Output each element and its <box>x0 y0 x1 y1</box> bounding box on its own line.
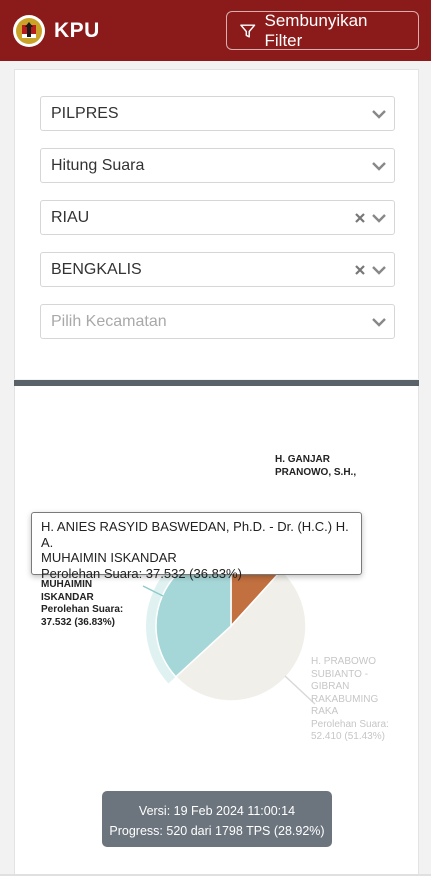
progress-text: Progress: 520 dari 1798 TPS (28.92%) <box>109 824 325 838</box>
anies-label-line: 37.532 (36.83%) <box>41 616 115 628</box>
anies-label-line: ISKANDAR <box>41 591 94 603</box>
chart-tooltip <box>31 512 362 581</box>
election-type-select[interactable] <box>40 96 395 131</box>
tooltip-name-line: MUHAIMIN ISKANDAR <box>41 550 177 565</box>
count-type-select[interactable] <box>40 148 395 183</box>
version-text: Versi: 19 Feb 2024 11:00:14 <box>138 804 296 818</box>
district-select[interactable] <box>40 304 395 339</box>
app-brand[interactable]: KPU <box>54 18 100 42</box>
ganjar-label-line: PRANOWO, S.H., <box>275 466 357 478</box>
anies-label <box>41 579 123 629</box>
anies-label-line: MUHAIMIN <box>41 579 93 590</box>
prabowo-label-line: RAKA <box>311 706 339 717</box>
filter-panel <box>14 69 419 379</box>
chevron-down-icon <box>371 262 387 278</box>
hide-filter-button[interactable] <box>226 11 419 50</box>
province-value: RIAU <box>51 208 90 226</box>
ganjar-label-line: H. GANJAR <box>275 454 331 465</box>
clear-icon[interactable] <box>354 212 366 224</box>
prabowo-label-line: 52.410 (51.43%) <box>311 731 385 742</box>
prabowo-label-line: GIBRAN <box>311 681 350 692</box>
count-type-value: Hitung Suara <box>51 156 145 174</box>
prabowo-label-line: Perolehan Suara: <box>311 718 389 730</box>
chevron-down-icon <box>371 158 387 174</box>
chevron-down-icon <box>371 106 387 122</box>
hide-filter-label: Sembunyikan Filter <box>264 10 368 50</box>
regency-select[interactable] <box>40 252 395 287</box>
tooltip-name-line: H. ANIES RASYID BASWEDAN, Ph.D. - Dr. (H.C.) H. A. <box>41 519 349 550</box>
chevron-down-icon <box>371 210 387 226</box>
district-placeholder: Pilih Kecamatan <box>51 312 167 330</box>
prabowo-label <box>311 656 389 744</box>
prabowo-label-line: RAKABUMING <box>311 693 379 705</box>
election-type-value: PILPRES <box>51 104 119 122</box>
chevron-down-icon <box>371 314 387 330</box>
chart-panel <box>14 386 419 876</box>
tooltip-value: Perolehan Suara: 37.532 (36.83%) <box>41 565 242 581</box>
prabowo-label-line: H. PRABOWO <box>311 656 377 667</box>
regency-value: BENGKALIS <box>51 260 142 278</box>
kpu-logo-icon[interactable] <box>12 14 46 48</box>
province-select[interactable] <box>40 200 395 235</box>
top-bar <box>0 0 431 61</box>
version-status-badge <box>102 791 332 847</box>
clear-icon[interactable] <box>354 264 366 276</box>
anies-label-line: Perolehan Suara: <box>41 604 124 615</box>
filter-icon <box>239 22 257 40</box>
ganjar-label <box>275 454 356 479</box>
prabowo-label-line: SUBIANTO - <box>311 668 369 680</box>
